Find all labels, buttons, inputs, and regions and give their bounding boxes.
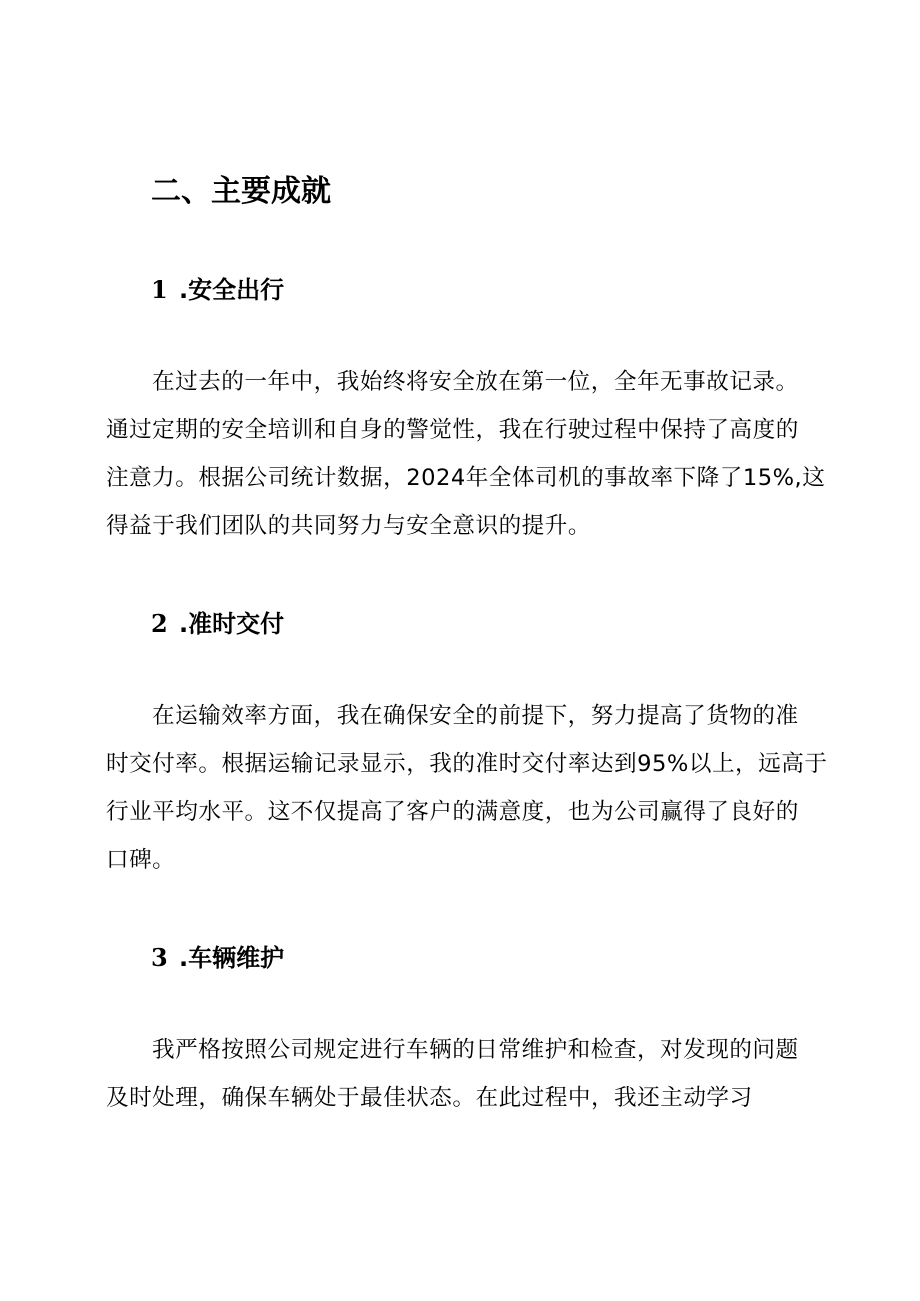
section-title: 二、主要成就 xyxy=(151,174,331,209)
paragraph-line: 注意力。根据公司统计数据，2024年全体司机的事故率下降了15%,这 xyxy=(106,465,826,491)
subsection-paragraph-3 xyxy=(106,1026,806,1122)
paragraph-line: 在运输效率方面，我在确保安全的前提下，努力提高了货物的准 xyxy=(152,703,799,729)
paragraph-line: 口碑。 xyxy=(106,847,176,873)
paragraph-line: 及时处理，确保车辆处于最佳状态。在此过程中，我还主动学习 xyxy=(106,1085,753,1111)
subsection-title: .准时交付 xyxy=(179,610,285,638)
subsection-heading-2 xyxy=(151,606,284,642)
paragraph-line: 得益于我们团队的共同努力与安全意识的提升。 xyxy=(106,513,591,539)
subsection-paragraph-1 xyxy=(106,358,826,550)
subsection-heading-3 xyxy=(151,940,284,976)
paragraph-line: 我严格按照公司规定进行车辆的日常维护和检查，对发现的问题 xyxy=(152,1037,799,1063)
subsection-title: .车辆维护 xyxy=(179,944,285,972)
subsection-heading-1 xyxy=(151,272,284,308)
paragraph-line: 在过去的一年中，我始终将安全放在第一位，全年无事故记录。 xyxy=(152,369,799,395)
subsection-number: 2 xyxy=(151,609,168,638)
subsection-number: 1 xyxy=(151,275,168,304)
subsection-title: .安全出行 xyxy=(179,276,285,304)
paragraph-line: 时交付率。根据运输记录显示，我的准时交付率达到95%以上，远高于 xyxy=(106,751,828,777)
paragraph-line: 通过定期的安全培训和自身的警觉性，我在行驶过程中保持了高度的 xyxy=(106,417,799,443)
subsection-paragraph-2 xyxy=(106,692,828,884)
paragraph-line: 行业平均水平。这不仅提高了客户的满意度，也为公司赢得了良好的 xyxy=(106,799,799,825)
subsection-number: 3 xyxy=(151,943,168,972)
